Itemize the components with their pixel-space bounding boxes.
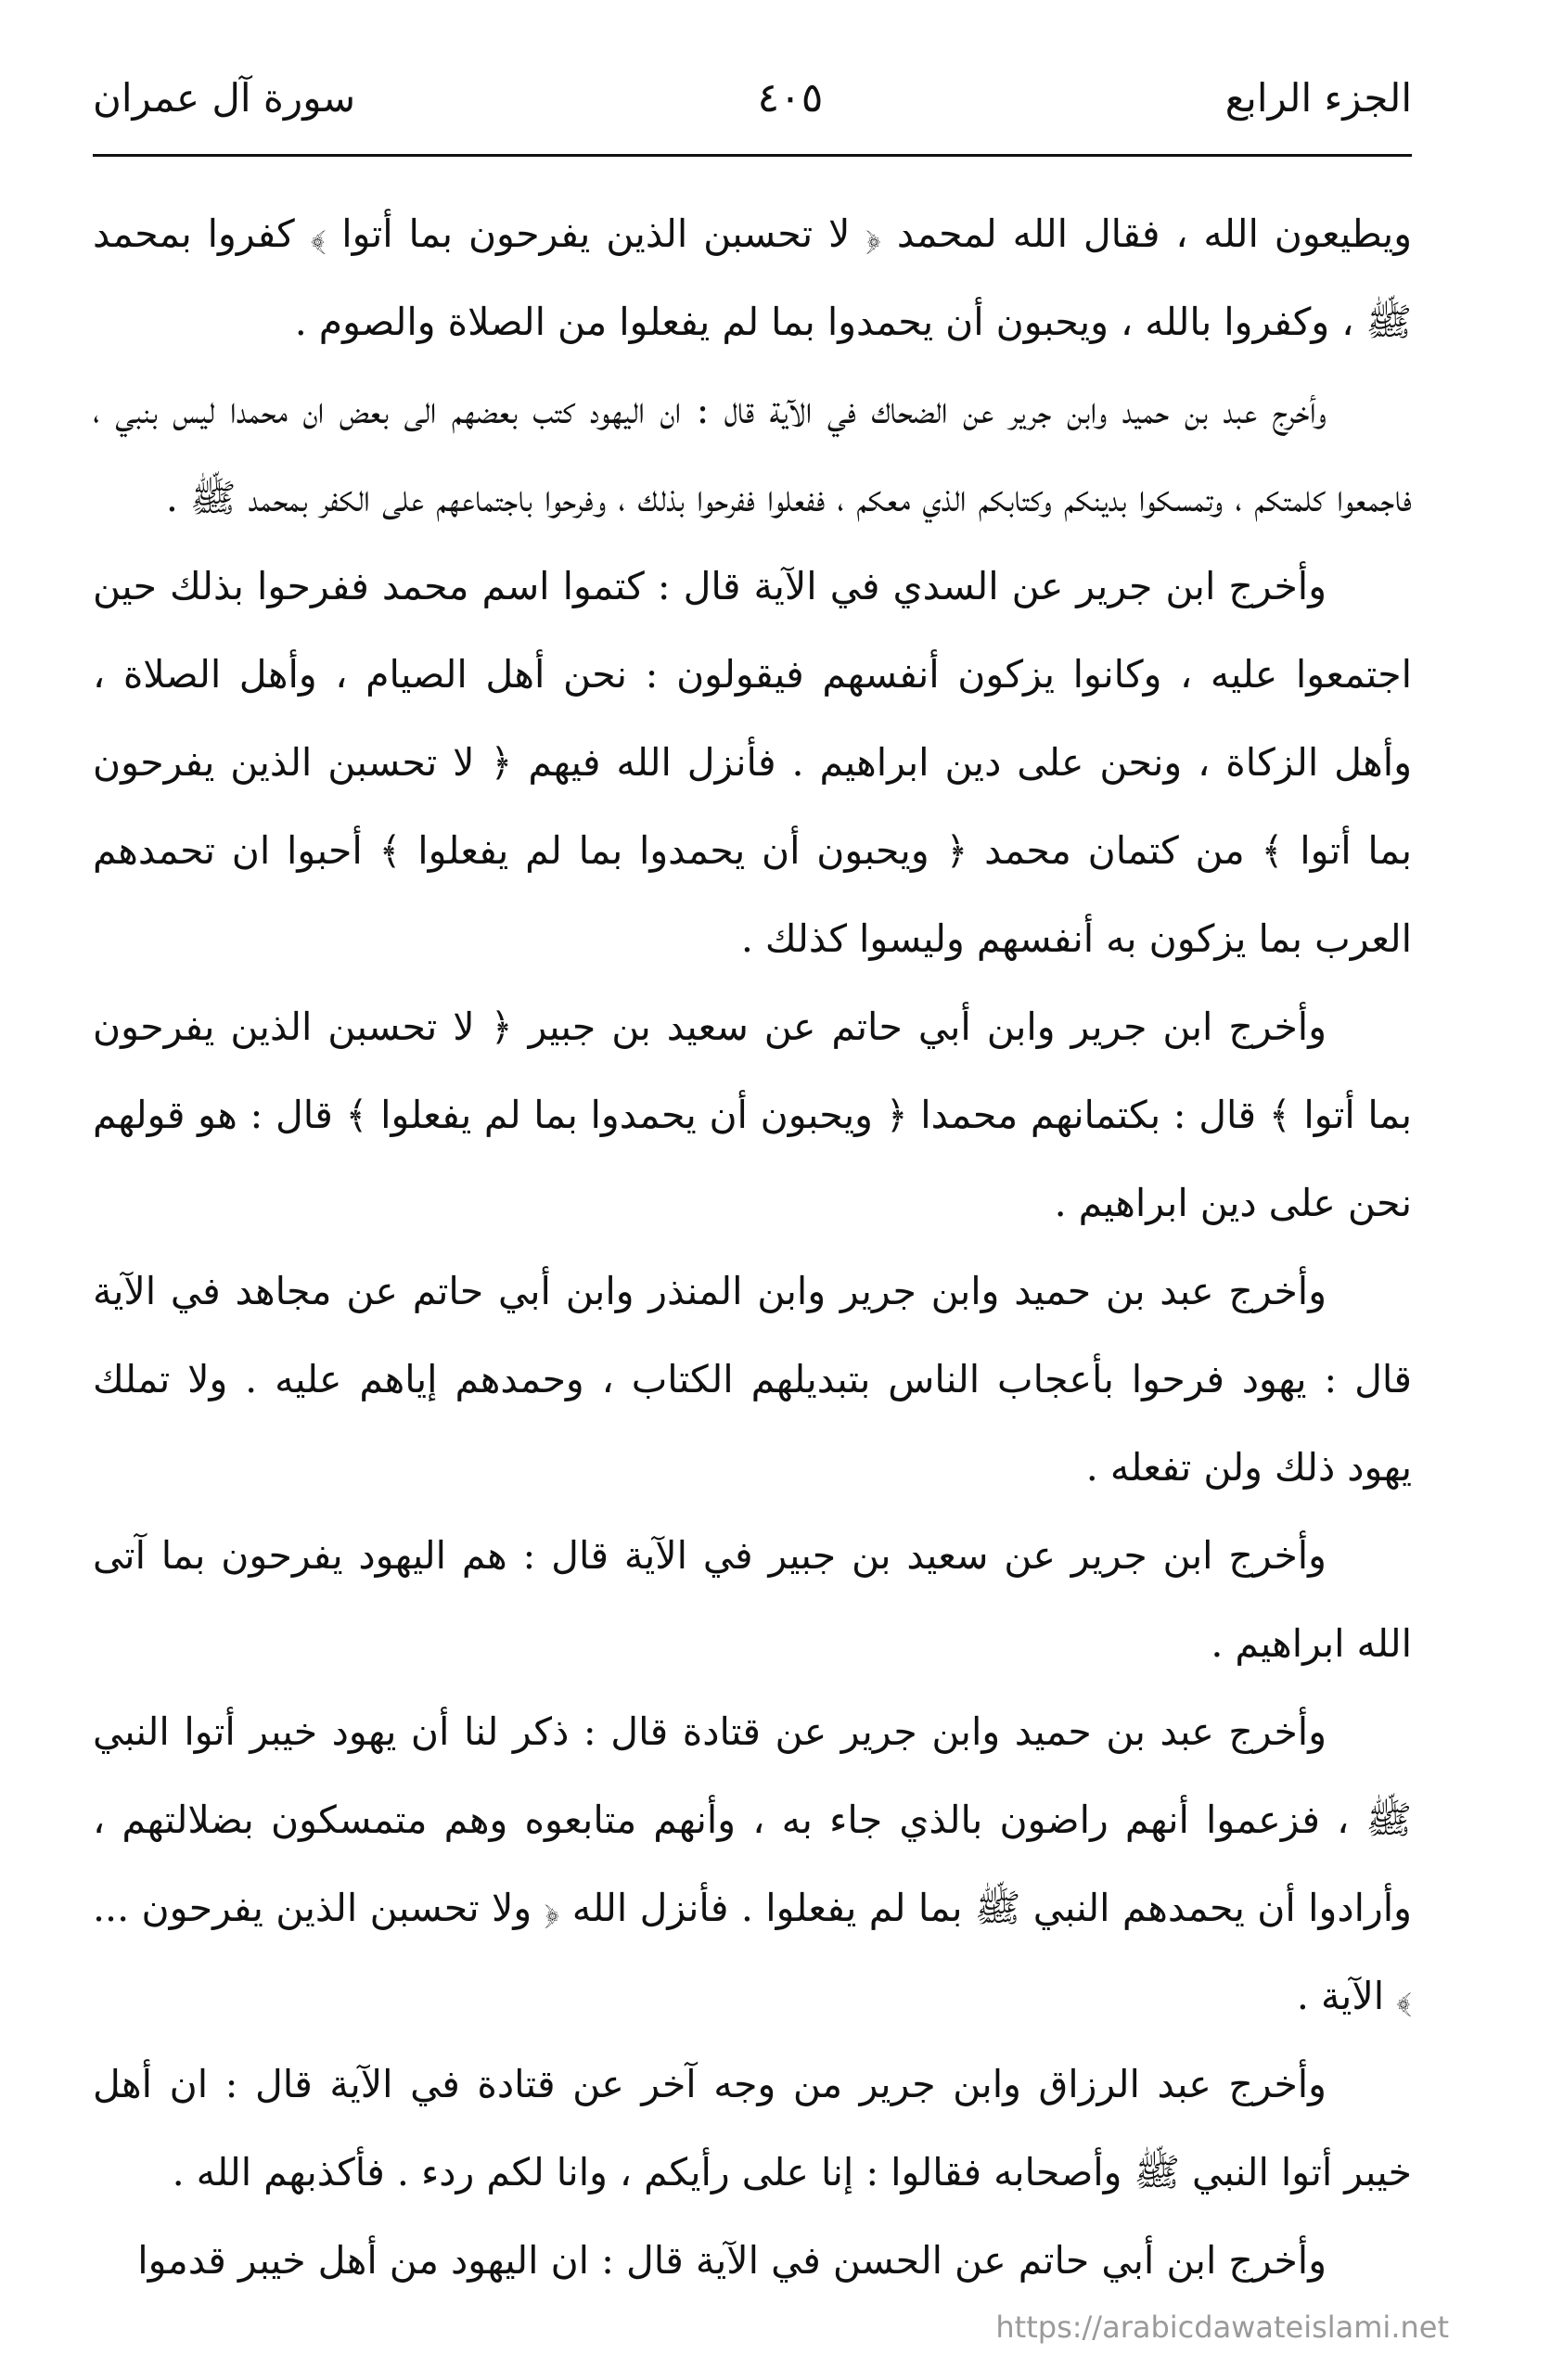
paragraph: ويطيعون الله ، فقال الله لمحمد ﴿ لا تحسبن الذين يفرحون بما أتوا ﴾ كفروا بمحمد ﷺ ، وكفروا بالله ، ويحبون أن يحمدوا بما لم يفعلوا من الصلاة والصوم . bbox=[93, 211, 1412, 344]
page-header bbox=[93, 65, 1412, 130]
paragraph: وأخرج عبد بن حميد وابن جرير وابن المنذر وابن أبي حاتم عن مجاهد في الآية قال : يهود فرحوا بأعجاب الناس بتبديلهم الكتاب ، وحمدهم إياهم عليه . ولا تملك يهود ذلك ولن تفعله . bbox=[93, 1269, 1412, 1490]
page-body bbox=[93, 190, 1412, 2305]
part-title: الجزء الرابع bbox=[1224, 74, 1412, 121]
paragraph: وأخرج عبد الرزاق وابن جرير من وجه آخر عن قتادة في الآية قال : ان أهل خيبر أتوا النبي ﷺ وأصحابه فقالوا : إنا على رأيكم ، وانا لكم ردء . فأكذبهم الله . bbox=[93, 2062, 1412, 2194]
header-divider bbox=[93, 154, 1412, 157]
paragraph: وأخرج ابن جرير عن سعيد بن جبير في الآية قال : هم اليهود يفرحون بما آتى الله ابراهيم . bbox=[93, 1533, 1412, 1666]
surah-title: سورة آل عمران bbox=[93, 74, 356, 121]
watermark-url: https://arabicdawateislami.net bbox=[995, 2310, 1449, 2345]
paragraph: وأخرج عبد بن حميد وابن جرير عن الضحاك في الآية قال : ان اليهود كتب بعضهم الى بعض ان محمدا ليس بنبي ، فاجمعوا كلمتكم ، وتمسكوا بدينكم وكتابكم الذي معكم ، ففعلوا ففرحوا بذلك ، وفرحوا باجتماعهم على الكفر بمحمد ﷺ . bbox=[93, 388, 1412, 520]
paragraph: وأخرج ابن أبي حاتم عن الحسن في الآية قال : ان اليهود من أهل خيبر قدموا bbox=[137, 2238, 1327, 2283]
paragraph: وأخرج ابن جرير وابن أبي حاتم عن سعيد بن جبير ﴿ لا تحسبن الذين يفرحون بما أتوا ﴾ قال : بكتمانهم محمدا ﴿ ويحبون أن يحمدوا بما لم يفعلوا ﴾ قال : هو قولهم نحن على دين ابراهيم . bbox=[93, 1004, 1412, 1225]
page-number: ٤٠٥ bbox=[757, 73, 824, 122]
paragraph: وأخرج ابن جرير عن السدي في الآية قال : كتموا اسم محمد ففرحوا بذلك حين اجتمعوا عليه ، وكانوا يزكون أنفسهم فيقولون : نحن أهل الصيام ، وأهل الصلاة ، وأهل الزكاة ، ونحن على دين ابراهيم . فأنزل الله فيهم ﴿ لا تحسبن الذين يفرحون بما أتوا ﴾ من كتمان محمد ﴿ ويحبون أن يحمدوا بما لم يفعلوا ﴾ أحبوا ان تحمدهم العرب بما يزكون به أنفسهم وليسوا كذلك . bbox=[93, 564, 1412, 961]
paragraph: وأخرج عبد بن حميد وابن جرير عن قتادة قال : ذكر لنا أن يهود خيبر أتوا النبي ﷺ ، فزعموا أنهم راضون بالذي جاء به ، وأنهم متابعوه وهم متمسكون بضلالتهم ، وأرادوا أن يحمدهم النبي ﷺ بما لم يفعلوا . فأنزل الله ﴿ ولا تحسبن الذين يفرحون ... ﴾ الآية . bbox=[93, 1709, 1412, 2018]
